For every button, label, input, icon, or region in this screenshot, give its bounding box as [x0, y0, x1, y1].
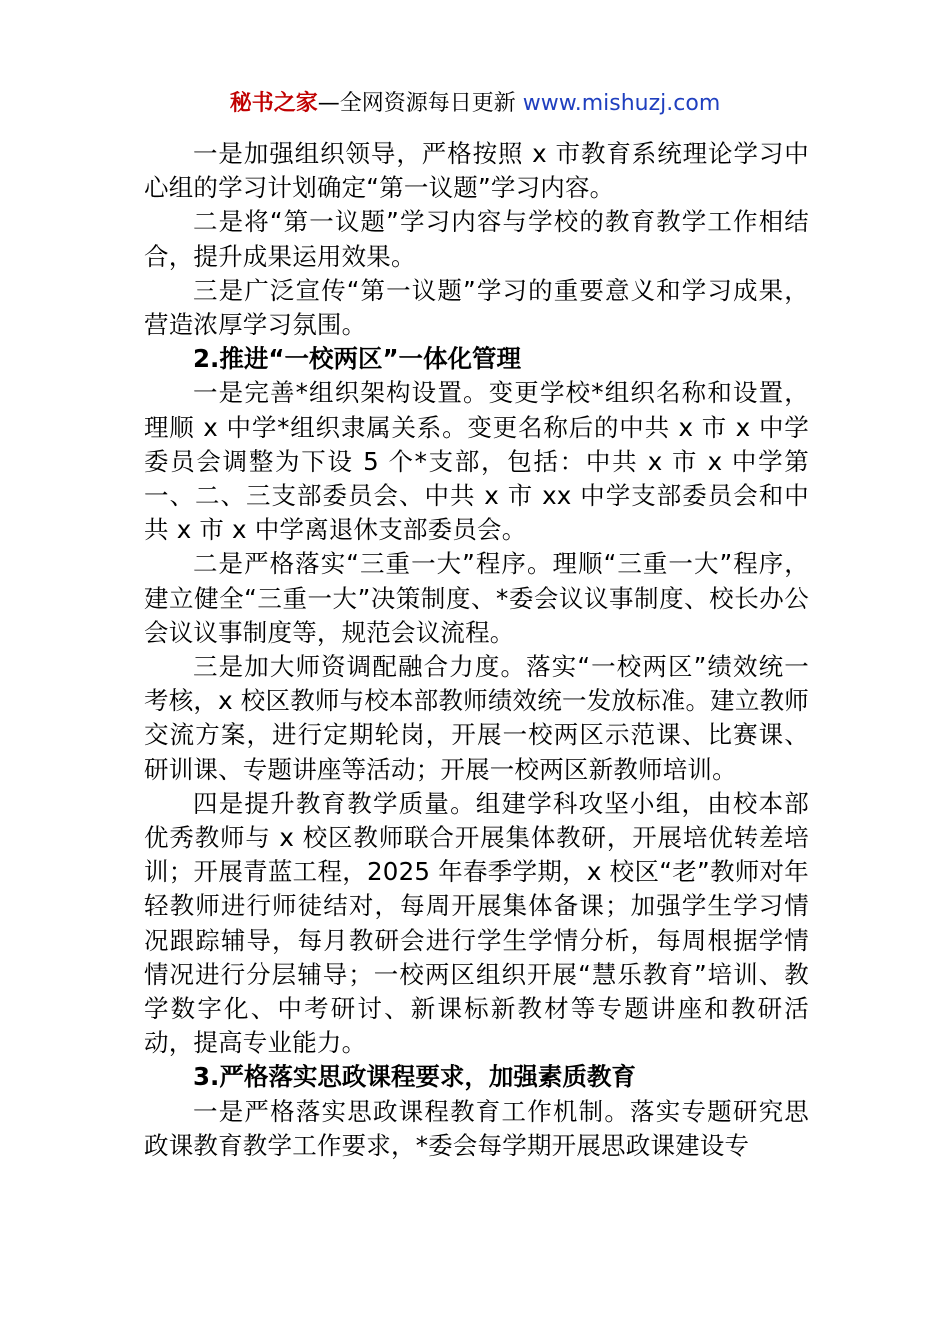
paragraph: 二是将“第一议题”学习内容与学校的教育教学工作相结合，提升成果运用效果。	[144, 207, 809, 271]
header-brand: 秘书之家	[229, 91, 318, 116]
header-tagline: —全网资源每日更新	[317, 91, 523, 116]
section-heading: 2.推进“一校两区”一体化管理	[193, 344, 522, 374]
page-header	[0, 88, 950, 120]
document-body	[144, 137, 809, 1163]
paragraph: 一是完善*组织架构设置。变更学校*组织名称和设置，理顺 x 中学*组织隶属关系。变更名称后的中共 x 市 x 中学委员会调整为下设 5 个*支部，包括：中共 x 市 x 中学第一、二、三支部委员会、中共 x 市 xx 中学支部委员会和中共 x 市 x 中学离退休支部委员会。	[144, 378, 809, 545]
section-heading: 3.严格落实思政课程要求，加强素质教育	[193, 1062, 636, 1092]
paragraph: 一是严格落实思政课程教育工作机制。落实专题研究思政课教育教学工作要求，*委会每学期开展思政课建设专	[144, 1096, 809, 1160]
paragraph: 一是加强组织领导，严格按照 x 市教育系统理论学习中心组的学习计划确定“第一议题”学习内容。	[144, 139, 809, 203]
paragraph: 二是严格落实“三重一大”程序。理顺“三重一大”程序，建立健全“三重一大”决策制度、*委会议议事制度、校长办公会议议事制度等，规范会议流程。	[144, 549, 809, 647]
paragraph: 三是广泛宣传“第一议题”学习的重要意义和学习成果，营造浓厚学习氛围。	[144, 275, 809, 340]
header-url-link[interactable]: www.mishuzj.com	[522, 91, 721, 116]
paragraph: 四是提升教育教学质量。组建学科攻坚小组，由校本部优秀教师与 x 校区教师联合开展集体教研，开展培优转差培训；开展青蓝工程，2025 年春季学期，x 校区“老”教师对年轻教师进行师徒结对，每周开展集体备课；加强学生学习情况跟踪辅导，每月教研会进行学生学情分析，每周根据学情情况进行分层辅导；一校两区组织开展“慧乐教育”培训、教学数字化、中考研讨、新课标新教材等专题讲座和教研活动，提高专业能力。	[144, 788, 809, 1058]
paragraph: 三是加大师资调配融合力度。落实“一校两区”绩效统一考核，x 校区教师与校本部教师绩效统一发放标准。建立教师交流方案，进行定期轮岗，开展一校两区示范课、比赛课、研训课、专题讲座等活动；开展一校两区新教师培训。	[144, 652, 809, 784]
